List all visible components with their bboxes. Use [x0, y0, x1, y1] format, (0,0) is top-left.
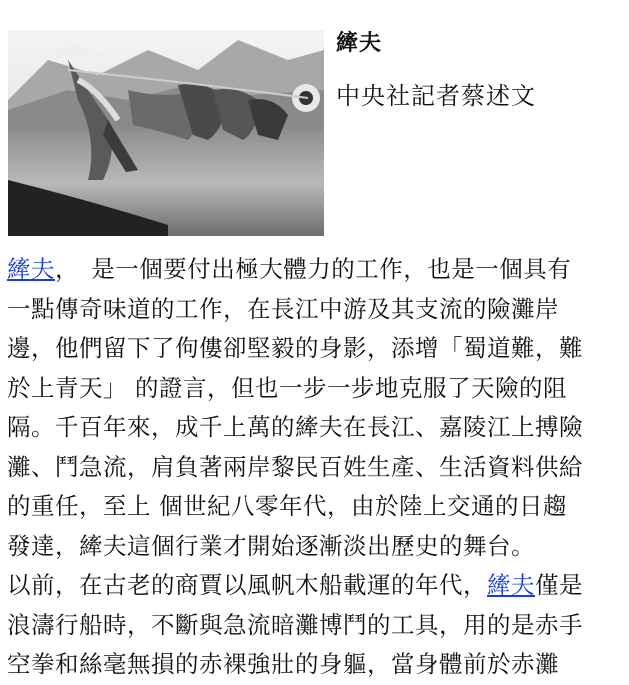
article-byline: 中央社記者蔡述文 — [336, 82, 536, 110]
paragraph-line: 發達，縴夫這個行業才開始逐漸淡出歷史的舞台。 — [7, 531, 535, 560]
paragraph-line: 隔。千百年來，成千上萬的縴夫在長江、嘉陵江上搏險 — [7, 413, 583, 441]
photo-image — [8, 30, 324, 236]
paragraph-line: 以前，在古老的商賈以風帆木船載運的年代，縴夫僅是 — [7, 571, 583, 599]
boat-trackers-photo — [8, 30, 324, 236]
paragraph-line: 灘、鬥急流，肩負著兩岸黎民百姓生產、生活資料供給 — [7, 452, 583, 481]
paragraph-line: 邊，他們留下了佝僂卻堅毅的身影，添增「蜀道難，難 — [7, 334, 583, 362]
paragraph-line: 的重任，至上 個世紀八零年代，由於陸上交通的日趨 — [7, 492, 567, 520]
paragraph-line: 空拳和絲毫無損的赤裸強壯的身軀，當身體前於赤灘 — [7, 650, 559, 678]
paragraph-line: 一點傳奇味道的工作，在長江中游及其支流的險灘岸 — [7, 294, 559, 323]
boat-trackers-link[interactable]: 縴夫 — [7, 255, 55, 283]
boat-trackers-link[interactable]: 縴夫 — [487, 571, 535, 599]
paragraph-line: 於上青天」 的證言，但也一步一步地克服了天險的阻 — [7, 373, 567, 402]
paragraph-line: 浪濤行船時，不斷與急流暗灘博鬥的工具，用的是赤手 — [7, 610, 583, 639]
paragraph-line: 縴夫， 是一個要付出極大體力的工作，也是一個具有 — [7, 255, 572, 283]
article-title: 縴夫 — [336, 31, 383, 56]
article-body — [7, 250, 627, 678]
